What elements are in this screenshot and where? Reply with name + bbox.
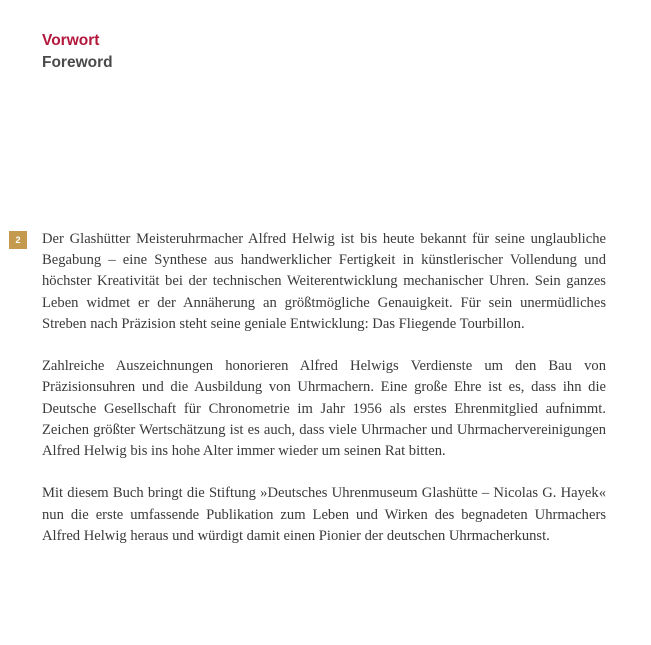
paragraph-1: Der Glashütter Meisteruhrmacher Alfred Helwig ist bis heute bekannt für seine unglaubliche Begabung – eine Synthese aus handwerklicher Fertigkeit in künstlerischer Vollendung und höchster Kreativität bei der technischen Weiterentwicklung mechanischer Uhren. Sein ganzes Leben widmet er der Annäherung an größtmögliche Genauigkeit. Für sein unermüdliches Streben nach Präzision steht seine geniale Entwicklung: Das Fliegende Tourbillon. [42,231,606,332]
page-title-german: Vorwort [42,32,100,49]
paragraph-3: Mit diesem Buch bringt die Stiftung »Deutsches Uhrenmuseum Glashütte – Nicolas G. Hayek« nun die erste umfassende Publikation zum Leben und Wirken des begnadeten Uhrmachers Alfred Helwig heraus und würdigt damit einen Pionier der deutschen Uhrmacherkunst. [42,485,606,544]
paragraph-2: Zahlreiche Auszeichnungen honorieren Alfred Helwigs Verdienste um den Bau von Präzisionsuhren und die Ausbildung von Uhrmachern. Eine große Ehre ist es, dass ihn die Deutsche Gesellschaft für Chronometrie im Jahr 1956 als erstes Ehrenmitglied aufnimmt. Zeichen größter Wertschätzung ist es auch, dass viele Uhrmacher und Uhrmachervereinigungen Alfred Helwig bis ins hohe Alter immer wieder um seinen Rat bitten. [42,358,606,460]
foreword-body [42,229,606,568]
page-title-english: Foreword [42,54,113,71]
page-number-marker: 2 [9,231,27,249]
